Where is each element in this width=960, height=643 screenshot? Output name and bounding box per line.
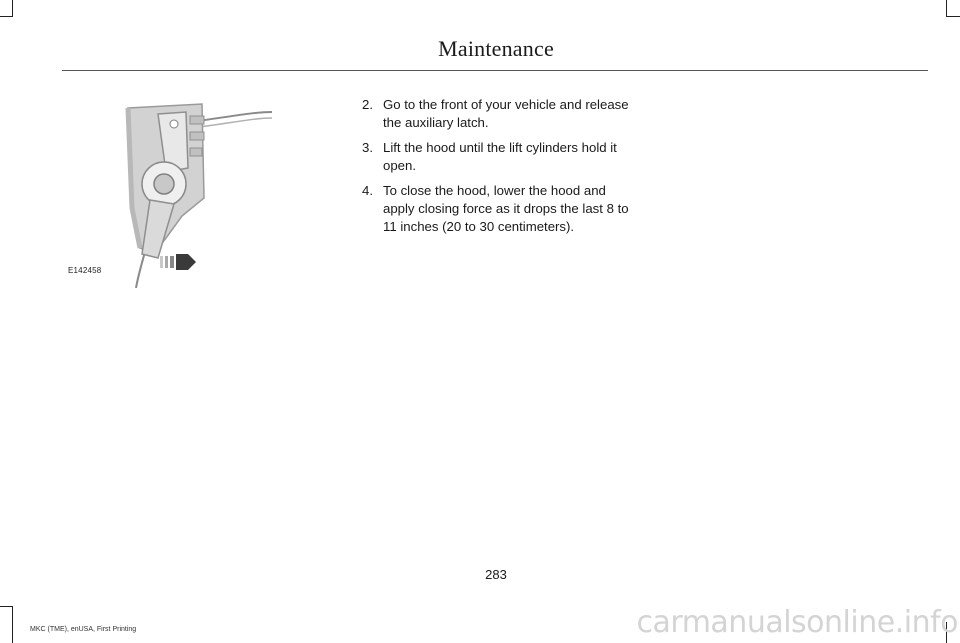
crop-mark-top-right-h [946,16,960,17]
step-text: To close the hood, lower the hood and apply closing force as it drops the last 8 to 11 inches (20 to 30 centimeters). [383,183,629,234]
list-item [362,96,634,132]
step-number: 3. [362,140,373,155]
crop-mark-top-right-v [946,0,947,16]
crop-mark-bottom-left-v [12,606,13,643]
header-divider [62,70,928,71]
auxiliary-latch-illustration [62,88,272,288]
step-number: 4. [362,183,373,198]
step-text: Go to the front of your vehicle and release the auxiliary latch. [383,97,629,130]
hood-latch-icon [62,88,272,288]
watermark-text: carmanualsonline.info [636,605,958,640]
crop-mark-top-left-v [12,0,13,16]
list-item [362,182,634,236]
edition-note: MKC (TME), enUSA, First Printing [30,626,137,633]
page-number: 283 [485,567,507,582]
step-text: Lift the hood until the lift cylinders hold it open. [383,140,617,173]
procedure-steps [362,96,634,243]
list-item [362,139,634,175]
direction-arrow-icon [160,254,196,270]
crop-mark-bottom-left-h [0,606,13,607]
step-number: 2. [362,97,373,112]
figure-code: E142458 [68,266,102,275]
page-title: Maintenance [438,36,554,61]
crop-mark-top-left-h [0,16,13,17]
